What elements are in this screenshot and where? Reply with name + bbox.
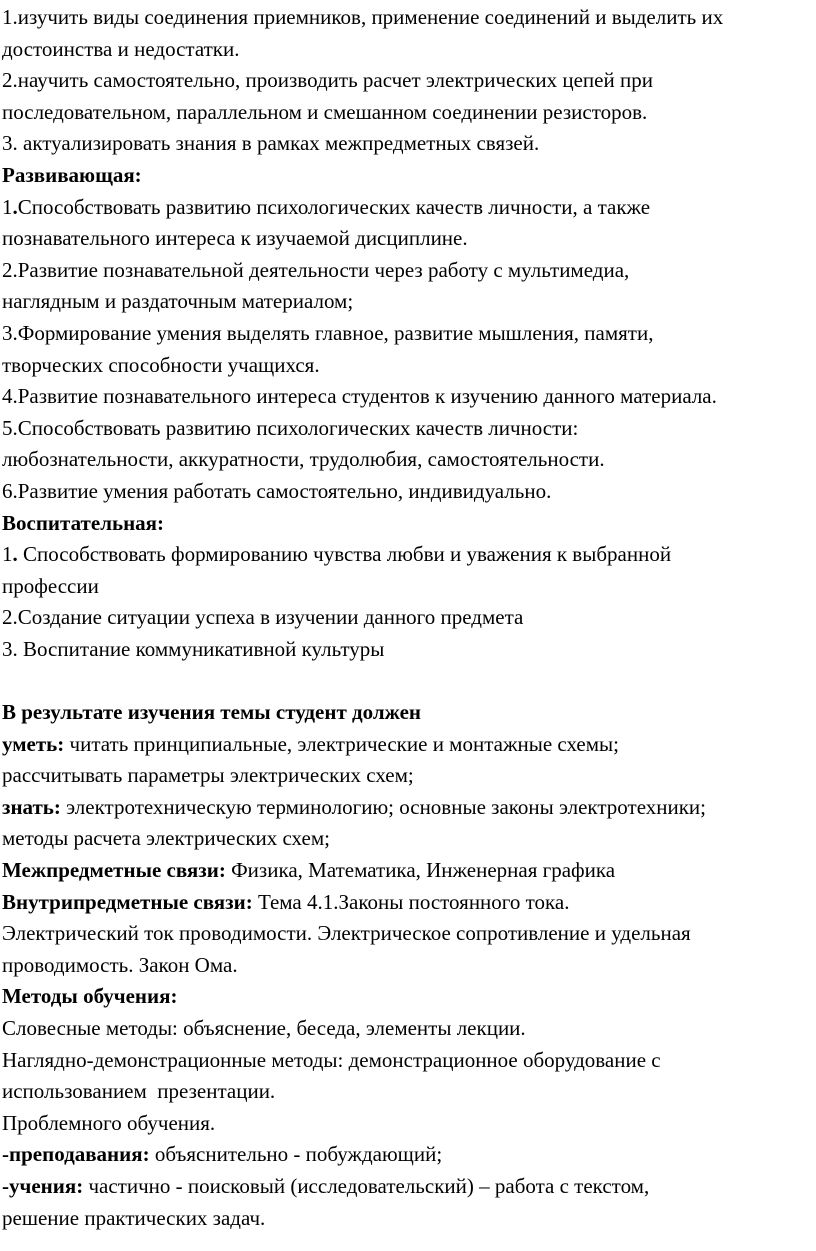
skills-line: уметь: читать принципиальные, электрические и монтажные схемы;: [2, 731, 619, 756]
developing-line: 3.Формирование умения выделять главное, развитие мышления, памяти,: [2, 320, 654, 345]
methods-heading: Методы обучения:: [2, 984, 178, 1009]
teaching-method-line: -преподавания: объяснительно - побуждающий;: [2, 1142, 443, 1167]
methods-line: Проблемного обучения.: [2, 1110, 216, 1135]
developing-line: любознательности, аккуратности, трудолюбия, самостоятельности.: [2, 447, 605, 472]
developing-line: 6.Развитие умения работать самостоятельно, индивидуально.: [2, 478, 552, 503]
objective-line: последовательном, параллельном и смешанном соединении резисторов.: [2, 99, 648, 124]
know-line-2: методы расчета электрических схем;: [2, 826, 330, 851]
skills-line-2: рассчитывать параметры электрических схем;: [2, 763, 414, 788]
developing-heading: Развивающая:: [2, 162, 142, 187]
intradisciplinary-line-3: проводимость. Закон Ома.: [2, 952, 238, 977]
results-heading: В результате изучения темы студент должен: [2, 700, 422, 725]
upbringing-line: профессии: [2, 573, 99, 598]
learning-method-line: -учения: частично - поисковый (исследовательский) – работа с текстом,: [2, 1173, 650, 1198]
interdisciplinary-links: Межпредметные связи: Физика, Математика, Инженерная графика: [2, 858, 616, 883]
upbringing-line: 2.Создание ситуации успеха в изучении данного предмета: [2, 605, 524, 630]
developing-line: творческих способности учащихся.: [2, 352, 320, 377]
blank-line: [2, 665, 816, 697]
methods-line: Словесные методы: объяснение, беседа, элементы лекции.: [2, 1016, 526, 1040]
developing-line: 2.Развитие познавательной деятельности через работу с мультимедиа,: [2, 257, 630, 282]
developing-line: наглядным и раздаточным материалом;: [2, 289, 354, 314]
upbringing-line: 3. Воспитание коммуникативной культуры: [2, 636, 385, 661]
learning-method-line-2: решение практических задач.: [2, 1205, 266, 1230]
developing-item-1: 1.Способствовать развитию психологических качеств личности, а также: [2, 194, 651, 219]
objective-line: 3. актуализировать знания в рамках межпредметных связей.: [2, 131, 540, 156]
methods-line: Наглядно-демонстрационные методы: демонстрационное оборудование с: [2, 1047, 661, 1072]
objective-line: 1.изучить виды соединения приемников, применение соединений и выделить их: [2, 5, 724, 29]
objective-line: достоинства и недостатки.: [2, 36, 240, 61]
intradisciplinary-links: Внутрипредметные связи: Тема 4.1.Законы постоянного тока.: [2, 889, 570, 914]
upbringing-heading: Воспитательная:: [2, 510, 165, 535]
developing-line: 4.Развитие познавательного интереса студентов к изучению данного материала.: [2, 384, 717, 409]
objective-line: 2.научить самостоятельно, производить расчет электрических цепей при: [2, 68, 653, 93]
know-line: знать: электротехническую терминологию; основные законы электротехники;: [2, 794, 706, 819]
developing-line: познавательного интереса к изучаемой дисциплине.: [2, 226, 468, 251]
upbringing-item-1: 1. Способствовать формированию чувства любви и уважения к выбранной: [2, 542, 672, 567]
intradisciplinary-line-2: Электрический ток проводимости. Электрическое сопротивление и удельная: [2, 921, 691, 946]
developing-line: 5.Способствовать развитию психологических качеств личности:: [2, 415, 579, 440]
methods-line: использованием презентации.: [2, 1079, 276, 1104]
